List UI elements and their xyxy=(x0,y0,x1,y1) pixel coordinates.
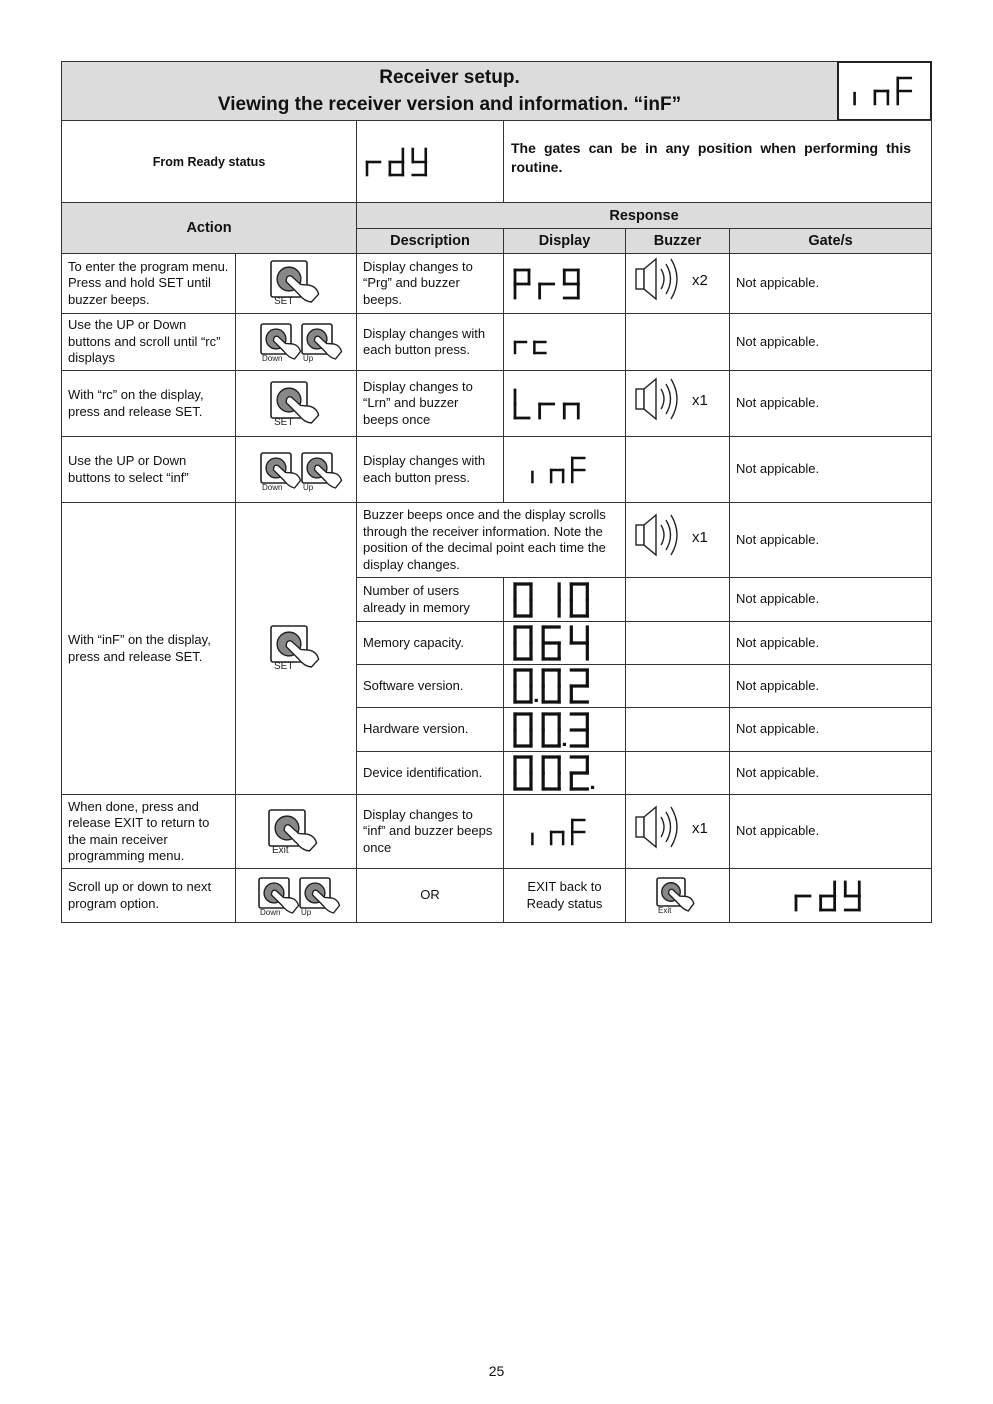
page-number: 25 xyxy=(488,1363,505,1379)
final-action: Scroll up or down to next program option. xyxy=(61,868,236,923)
row3-description: Display changes to “Lrn” and buzzer beeps once xyxy=(356,370,504,437)
exit-lcd xyxy=(504,795,625,868)
info-row4-buzzer xyxy=(625,664,730,708)
lcd-digits xyxy=(513,712,595,748)
lcd-digits xyxy=(513,388,586,420)
info-row5-gates: Not appicable. xyxy=(729,707,932,752)
lcd-digits xyxy=(513,582,595,618)
buzzer-count: x1 xyxy=(692,820,708,837)
exit-back-label: EXIT back to Ready status xyxy=(503,868,626,923)
row1-action: To enter the program menu. Press and hold SET until buzzer beeps. xyxy=(61,253,236,314)
lcd-decimal-point xyxy=(563,742,566,745)
row1-buzzer xyxy=(625,253,730,314)
row2-action: Use the UP or Down buttons and scroll until “rc” displays xyxy=(61,313,236,371)
lcd-digits xyxy=(365,147,434,177)
row4-gates: Not appicable. xyxy=(729,436,932,503)
final-display xyxy=(729,868,932,923)
mode-display-box xyxy=(837,61,932,121)
lcd-digits xyxy=(513,668,595,704)
button-label: SET xyxy=(274,661,294,672)
exit-action: When done, press and release EXIT to return to the main receiver programming menu. xyxy=(61,794,236,869)
info-action: With “inF” on the display, press and release SET. xyxy=(61,502,236,795)
info-row6-buzzer xyxy=(625,751,730,795)
info-row1-gates: Not appicable. xyxy=(729,502,932,578)
button-label: Up xyxy=(303,483,314,492)
info-row1-description: Buzzer beeps once and the display scrolls through the receiver information. Note the position of the decimal point each time the display changes. xyxy=(356,502,627,578)
intro-display xyxy=(356,120,504,203)
lcd-digits xyxy=(513,625,595,661)
lcd-digits xyxy=(513,329,553,355)
row4-action: Use the UP or Down buttons to select “inf” xyxy=(61,436,236,503)
info-row1-buzzer xyxy=(625,502,730,578)
lcd-digits xyxy=(794,880,867,912)
final-lcd xyxy=(730,869,931,922)
mode-lcd xyxy=(839,63,930,119)
info-row3-lcd xyxy=(504,622,625,664)
col-response: Response xyxy=(356,202,932,229)
buzzer-count: x2 xyxy=(692,272,708,289)
info-row4-gates: Not appicable. xyxy=(729,664,932,708)
title-line-1: Receiver setup. xyxy=(379,67,520,88)
info-row6-display xyxy=(503,751,626,795)
lcd-digits xyxy=(513,268,586,300)
button-label: Up xyxy=(303,354,314,363)
info-button xyxy=(235,502,357,795)
row1-button xyxy=(235,253,357,314)
row1-gates: Not appicable. xyxy=(729,253,932,314)
col-display: Display xyxy=(503,228,626,254)
info-row2-gates: Not appicable. xyxy=(729,577,932,622)
info-row3-gates: Not appicable. xyxy=(729,621,932,665)
button-label: Down xyxy=(262,483,283,492)
info-row3-buzzer xyxy=(625,621,730,665)
buzzer-count: x1 xyxy=(692,392,708,409)
speaker-icon xyxy=(634,375,688,427)
info-row4-display xyxy=(503,664,626,708)
info-row5-lcd xyxy=(504,708,625,751)
exit-display xyxy=(503,794,626,869)
col-gates: Gate/s xyxy=(729,228,932,254)
col-buzzer: Buzzer xyxy=(625,228,730,254)
lcd-decimal-point xyxy=(591,786,594,789)
final-buttons xyxy=(235,868,357,923)
button-label: Exit xyxy=(658,906,672,915)
row3-buzzer xyxy=(625,370,730,437)
row3-display xyxy=(503,370,626,437)
row2-description: Display changes with each button press. xyxy=(356,313,504,371)
final-exit-button xyxy=(625,868,730,923)
row2-display xyxy=(503,313,626,371)
exit-description: Display changes to “inf” and buzzer beeps once xyxy=(356,794,504,869)
info-row3-description: Memory capacity. xyxy=(356,621,504,665)
col-description: Description xyxy=(356,228,504,254)
page-title xyxy=(61,61,838,121)
info-row4-lcd xyxy=(504,665,625,707)
row2-gates: Not appicable. xyxy=(729,313,932,371)
info-row4-description: Software version. xyxy=(356,664,504,708)
from-ready-label: From Ready status xyxy=(61,120,357,203)
info-row2-lcd xyxy=(504,578,625,621)
row4-buzzer xyxy=(625,436,730,503)
info-row5-buzzer xyxy=(625,707,730,752)
row4-display xyxy=(503,436,626,503)
button-label: Down xyxy=(262,354,283,363)
row2-buzzer xyxy=(625,313,730,371)
info-row6-gates: Not appicable. xyxy=(729,751,932,795)
speaker-icon xyxy=(634,511,688,563)
title-line-2: Viewing the receiver version and information. “inF” xyxy=(217,94,682,115)
lcd-digits xyxy=(850,76,919,106)
row2-lcd xyxy=(504,314,625,370)
info-row2-buzzer xyxy=(625,577,730,622)
lcd-decimal-point xyxy=(535,699,538,702)
speaker-icon xyxy=(634,255,688,307)
button-label: Down xyxy=(260,908,281,917)
info-row6-lcd xyxy=(504,752,625,794)
row3-gates: Not appicable. xyxy=(729,370,932,437)
row2-buttons xyxy=(235,313,357,371)
row4-description: Display changes with each button press. xyxy=(356,436,504,503)
button-label: SET xyxy=(274,296,294,307)
row3-action: With “rc” on the display, press and release SET. xyxy=(61,370,236,437)
button-label: Up xyxy=(301,908,312,917)
speaker-icon xyxy=(634,803,688,855)
intro-note: The gates can be in any position when performing this routine. xyxy=(503,120,932,203)
info-row3-display xyxy=(503,621,626,665)
row4-lcd xyxy=(504,437,625,502)
exit-button-cell xyxy=(235,794,357,869)
lcd-digits xyxy=(528,818,592,846)
buzzer-count: x1 xyxy=(692,528,708,546)
col-action: Action xyxy=(61,202,357,254)
exit-gates: Not appicable. xyxy=(729,794,932,869)
button-label: Exit xyxy=(272,845,289,856)
row1-display xyxy=(503,253,626,314)
or-label: OR xyxy=(356,868,504,923)
button-label: SET xyxy=(274,417,294,428)
exit-buzzer xyxy=(625,794,730,869)
lcd-digits xyxy=(528,456,592,484)
row1-description: Display changes to “Prg” and buzzer beeps. xyxy=(356,253,504,314)
row3-lcd xyxy=(504,371,625,436)
info-row2-display xyxy=(503,577,626,622)
row1-lcd xyxy=(504,254,625,313)
lcd-digits xyxy=(513,755,595,791)
row4-buttons xyxy=(235,436,357,503)
info-row5-display xyxy=(503,707,626,752)
info-row6-description: Device identification. xyxy=(356,751,504,795)
row3-button xyxy=(235,370,357,437)
info-row2-description: Number of users already in memory xyxy=(356,577,504,622)
info-row5-description: Hardware version. xyxy=(356,707,504,752)
intro-lcd xyxy=(357,121,503,202)
